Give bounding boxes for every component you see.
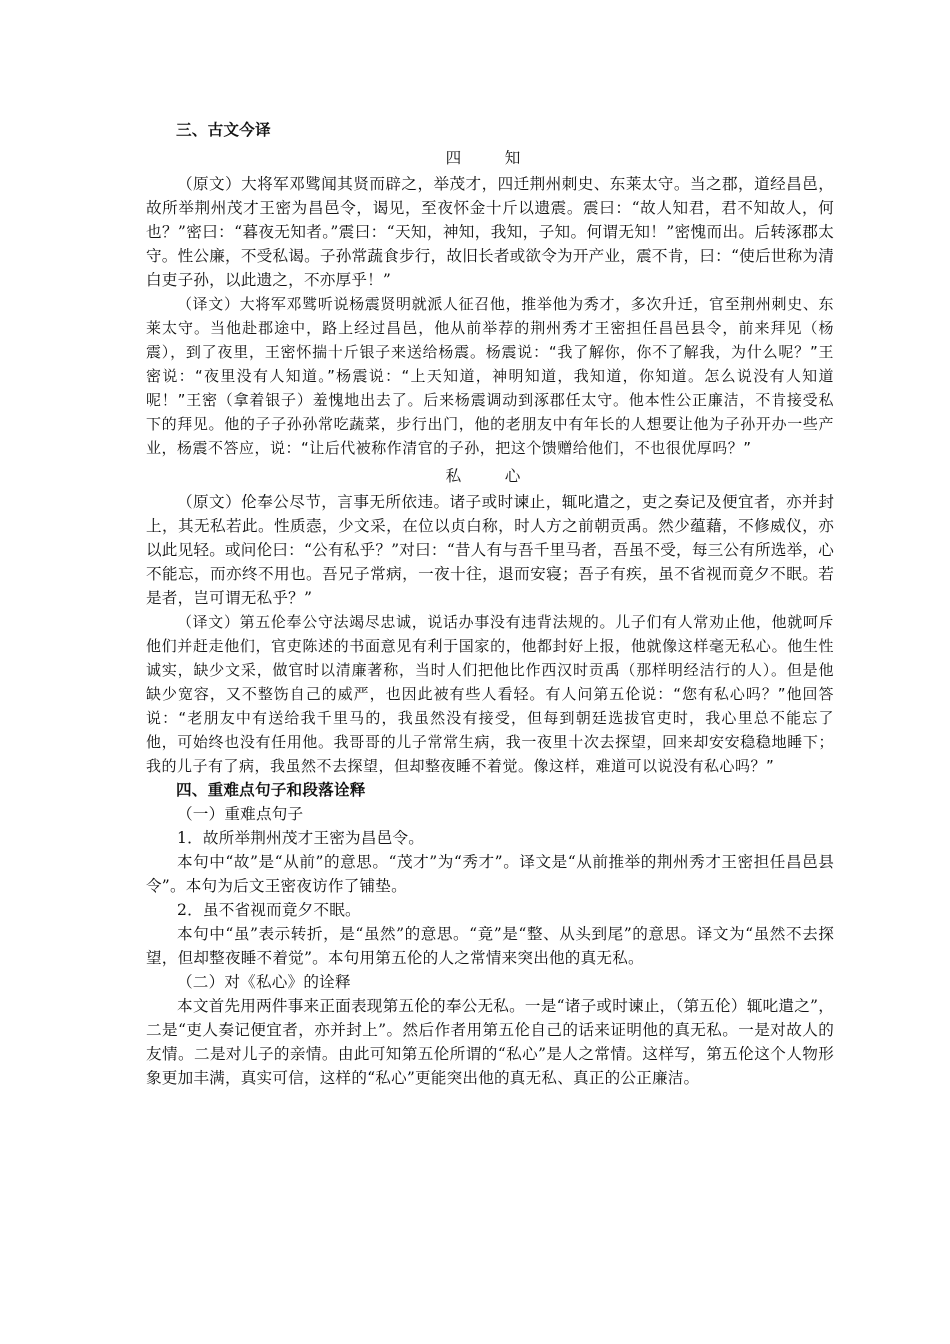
story-title-sixin: 私 心 — [445, 467, 535, 485]
document-page — [146, 118, 834, 1090]
section-heading-4: 四、重难点句子和段落诠释 — [176, 781, 366, 799]
story-title-sizhi: 四 知 — [445, 149, 535, 167]
key-sentence-2: 2．虽不省视而竟夕不眠。 — [177, 901, 361, 919]
story1-translation-text: （译文）大将军邓骘听说杨震贤明就派人征召他，推举他为秀才，多次升迁，官至荆州刺史、东莱太守。当他赴郡途中，路上经过昌邑，他从前举荐的荆州秀才王密担任昌邑县令，前来拜见（杨震），到了夜里，王密怀揣十斤银子来送给杨震。杨震说：“我了解你，你不了解我，为什么呢？”王密说：“夜里没有人知道。”杨震说：“上天知道，神明知道，我知道，你知道。怎么说没有人知道呢！”王密（拿着银子）羞愧地出去了。后来杨震调动到涿郡任太守。他本性公正廉洁，不肯接受私下的拜见。他的子子孙孙常吃蔬菜，步行出门，他的老朋友中有年长的人想要让他为子孙开办一些产业，杨震不答应，说：“让后代被称作清官的子孙，把这个馈赠给他们，不也很优厚吗？” — [146, 295, 834, 457]
key-sentence-1: 1．故所举荆州茂才王密为昌邑令。 — [177, 829, 425, 847]
key-sentence-1-note: 本句中“故”是“从前”的意思。“茂才”为“秀才”。译文是“从前推举的荆州秀才王密担任昌邑县令”。本句为后文王密夜访作了铺垫。 — [146, 853, 834, 895]
subsection-label-2: （二）对《私心》的诠释 — [177, 973, 351, 991]
story1-original-text: （原文）大将军邓骘闻其贤而辟之，举茂才，四迁荆州刺史、东莱太守。当之郡，道经昌邑，故所举荆州茂才王密为昌邑令，谒见，至夜怀金十斤以遗震。震曰：“故人知君，君不知故人，何也？”密曰：“暮夜无知者。”震曰：“天知，神知，我知，子知。何谓无知！”密愧而出。后转涿郡太守。性公廉，不受私谒。子孙常蔬食步行，故旧长者或欲令为开产业，震不肯，曰：“使后世称为清白吏子孙，以此遗之，不亦厚乎！” — [146, 175, 834, 289]
section-heading-3: 三、古文今译 — [176, 121, 271, 139]
key-sentence-2-note: 本句中“虽”表示转折，是“虽然”的意思。“竟”是“整、从头到尾”的意思。译文为“虽然不去探望，但却整夜睡不着觉”。本句用第五伦的人之常情来突出他的真无私。 — [146, 925, 834, 967]
interpretation-text: 本文首先用两件事来正面表现第五伦的奉公无私。一是“诸子或时谏止，（第五伦）辄叱遣之”，二是“吏人奏记便宜者，亦并封上”。然后作者用第五伦自己的话来证明他的真无私。一是对故人的友情。二是对儿子的亲情。由此可知第五伦所谓的“私心”是人之常情。这样写，第五伦这个人物形象更加丰满，真实可信，这样的“私心”更能突出他的真无私、真正的公正廉洁。 — [146, 997, 834, 1087]
subsection-label-1: （一）重难点句子 — [177, 805, 304, 823]
story2-translation-text: （译文）第五伦奉公守法竭尽忠诚，说话办事没有违背法规的。儿子们有人常劝止他，他就呵斥他们并赶走他们，官吏陈述的书面意见有利于国家的，他都封好上报，他就像这样毫无私心。他生性诚实，缺少文采，做官时以清廉著称，当时人们把他比作西汉时贡禹（那样明经洁行的人）。但是他缺少宽容，又不整饬自己的威严，也因此被有些人看轻。有人问第五伦说：“您有私心吗？”他回答说：“老朋友中有送给我千里马的，我虽然没有接受，但每到朝廷选拔官吏时，我心里总不能忘了他，可始终也没有任用他。我哥哥的儿子常常生病，我一夜里十次去探望，回来却安安稳稳地睡下；我的儿子有了病，我虽然不去探望，但却整夜睡不着觉。像这样，难道可以说没有私心吗？” — [146, 613, 834, 775]
story2-original-text: （原文）伦奉公尽节，言事无所依违。诸子或时谏止，辄叱遣之，吏之奏记及便宜者，亦并封上，其无私若此。性质悫，少文采，在位以贞白称，时人方之前朝贡禹。然少蕴藉，不修威仪，亦以此见轻。或问伦曰：“公有私乎？”对曰：“昔人有与吾千里马者，吾虽不受，每三公有所选举，心不能忘，而亦终不用也。吾兄子常病，一夜十往，退而安寝；吾子有疾，虽不省视而竟夕不眠。若是者，岂可谓无私乎？” — [146, 493, 834, 607]
